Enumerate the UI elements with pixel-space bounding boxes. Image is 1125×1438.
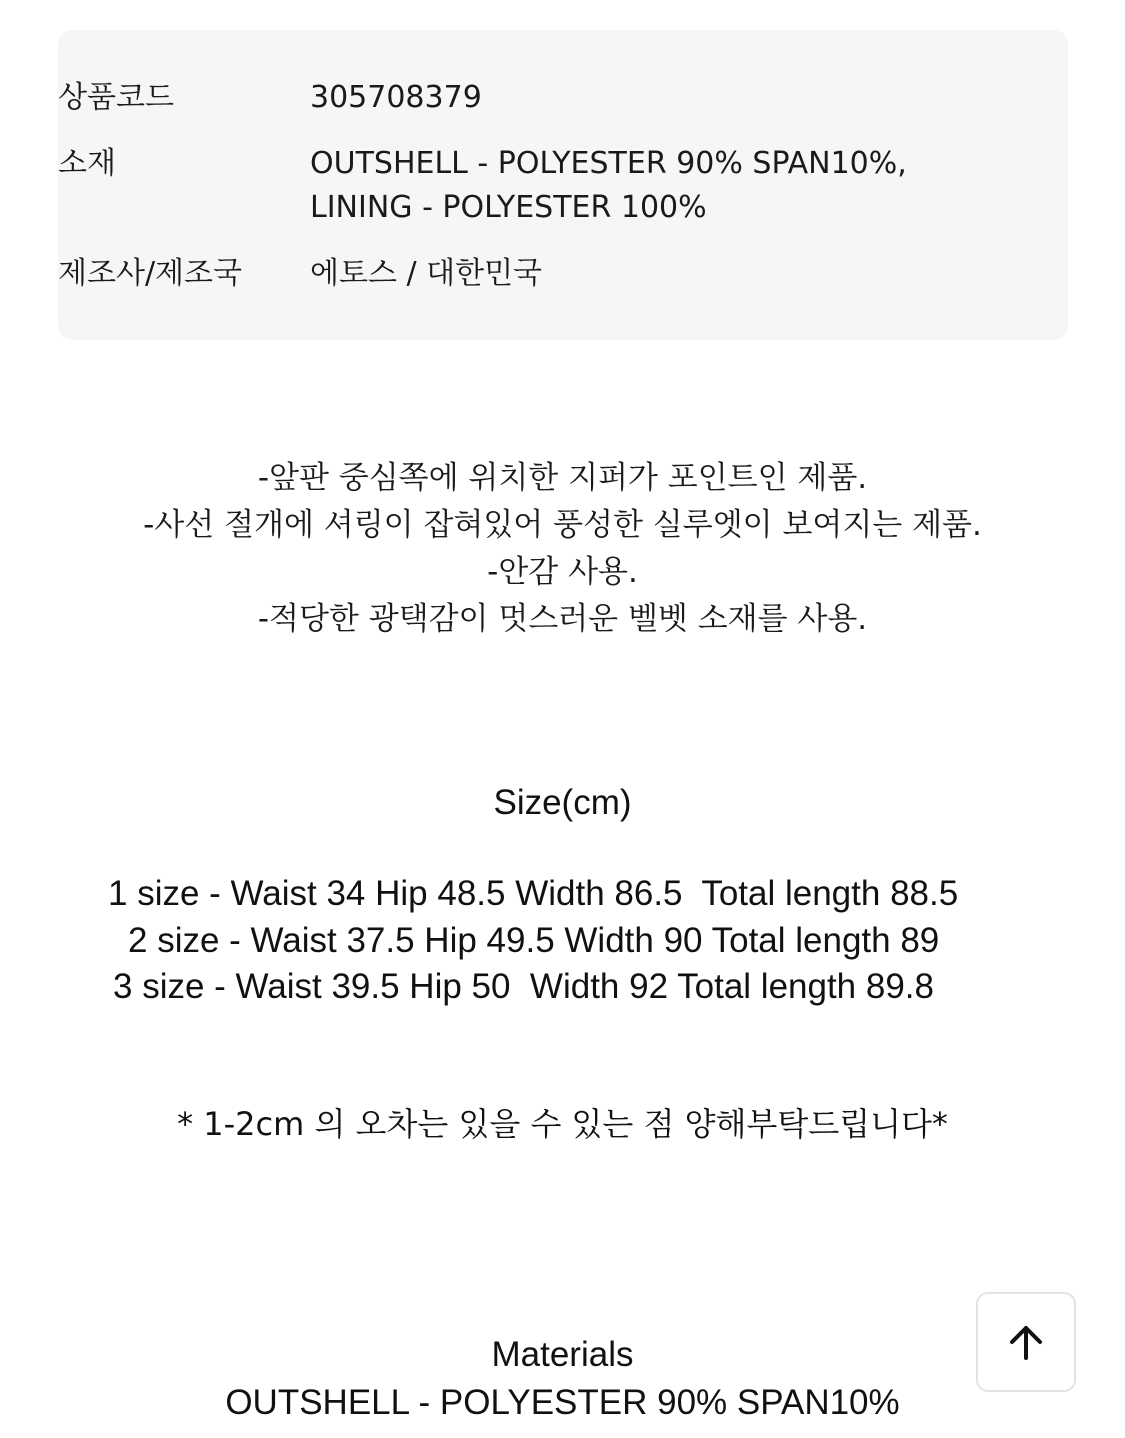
material-row (58, 142, 990, 230)
scroll-to-top-button[interactable] (976, 1292, 1076, 1392)
size-tolerance-notice: * 1-2cm 의 오차는 있을 수 있는 점 양해부탁드립니다* (177, 1105, 948, 1143)
product-code-label: 상품코드 (58, 80, 174, 115)
manufacturer-value: 에토스 / 대한민국 (310, 256, 543, 291)
arrow-up-icon (1004, 1320, 1048, 1364)
size-row-1: 1 size - Waist 34 Hip 48.5 Width 86.5 Total length 88.5 (108, 874, 959, 913)
description-line: -적당한 광택감이 멋스러운 벨벳 소재를 사용. (257, 601, 868, 637)
material-label: 소재 (58, 146, 116, 181)
materials-outshell: OUTSHELL - POLYESTER 90% SPAN10% (225, 1383, 900, 1422)
manufacturer-row (58, 252, 990, 296)
materials-title: Materials (491, 1335, 634, 1374)
product-code-row (58, 76, 990, 120)
size-row-2: 2 size - Waist 37.5 Hip 49.5 Width 90 Total length 89 (128, 921, 940, 960)
description-line: -사선 절개에 셔링이 잡혀있어 풍성한 실루엣이 보여지는 제품. (143, 507, 982, 543)
product-description (0, 455, 1125, 643)
material-value: OUTSHELL - POLYESTER 90% SPAN10%, LINING - POLYESTER 100% (310, 146, 907, 225)
size-row-3: 3 size - Waist 39.5 Hip 50 Width 92 Total length 89.8 (113, 967, 934, 1006)
product-code-value: 305708379 (310, 80, 482, 115)
manufacturer-label: 제조사/제조국 (58, 256, 242, 291)
description-line: -안감 사용. (487, 554, 638, 590)
size-title: Size(cm) (493, 783, 632, 822)
description-line: -앞판 중심쪽에 위치한 지퍼가 포인트인 제품. (257, 460, 868, 496)
